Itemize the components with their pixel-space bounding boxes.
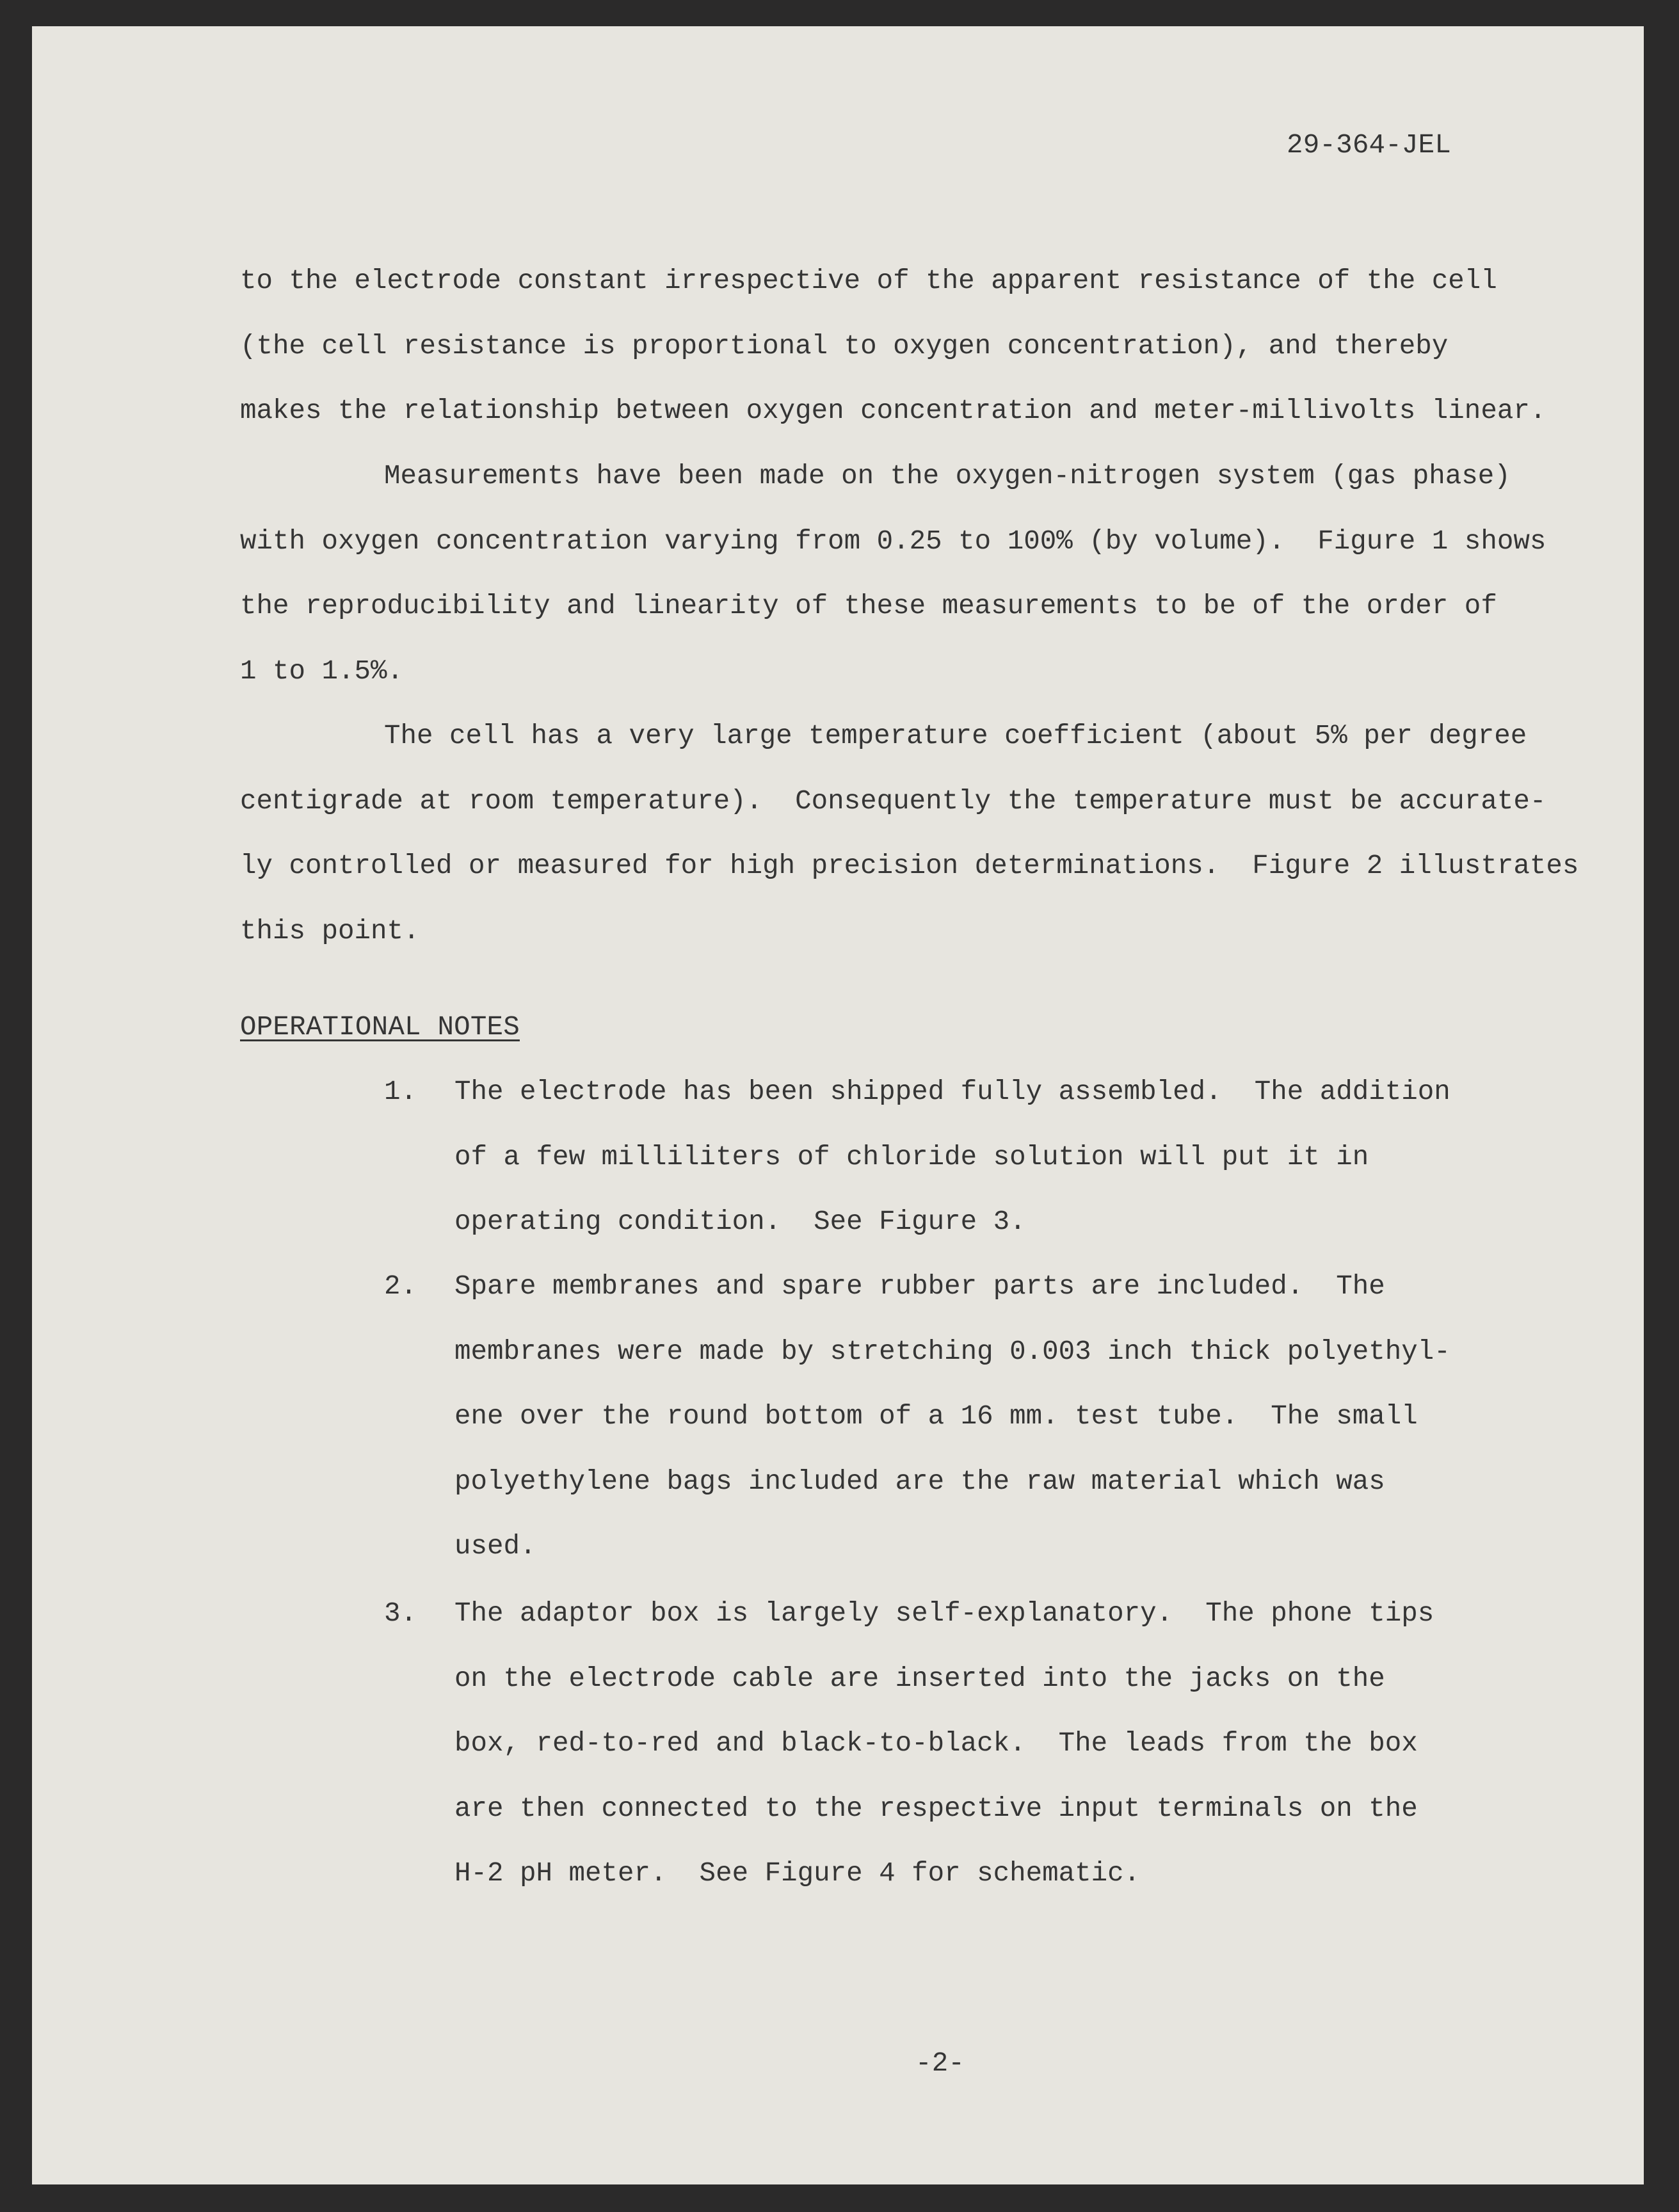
section-heading: OPERATIONAL NOTES [240,1012,520,1043]
note-2 [454,1269,1450,1594]
text-line: centigrade at room temperature). Consequently the temperature must be accurate- [240,785,1546,817]
text-line: operating condition. See Figure 3. [454,1206,1026,1238]
note-number: 3. [384,1598,417,1629]
text-line: The adaptor box is largely self-explanatory. The phone tips [454,1598,1434,1629]
text-line: with oxygen concentration varying from 0.25 to 100% (by volume). Figure 1 shows [240,525,1546,557]
text-line: this point. [240,915,420,947]
text-line: H-2 pH meter. See Figure 4 for schematic. [454,1858,1141,1889]
text-line: on the electrode cable are inserted into the jacks on the [454,1663,1385,1694]
note-number: 1. [384,1077,417,1107]
text-line: The cell has a very large temperature coefficient (about 5% per degree [384,721,1527,751]
note-number: 2. [384,1271,417,1302]
text-line: ly controlled or measured for high precision determinations. Figure 2 illustrates [240,851,1579,882]
document-number: 29-364-JEL [1287,130,1452,161]
text-line: makes the relationship between oxygen concentration and meter-millivolts linear. [240,396,1546,427]
text-line: The electrode has been shipped fully assembled. The addition [454,1077,1450,1107]
text-line: Measurements have been made on the oxygen-nitrogen system (gas phase) [384,461,1511,492]
paragraph-1 [240,263,1546,458]
text-line: the reproducibility and linearity of these measurements to be of the order of [240,591,1497,622]
text-line: 1 to 1.5%. [240,655,404,687]
paragraph-2 [240,458,1546,718]
text-line: are then connected to the respective input terminals on the [454,1793,1418,1824]
text-line: (the cell resistance is proportional to oxygen concentration), and thereby [240,330,1449,362]
note-1 [454,1074,1450,1269]
text-line: polyethylene bags included are the raw material which was [454,1466,1385,1497]
text-line: to the electrode constant irrespective of the apparent resistance of the cell [240,266,1497,296]
text-line: used. [454,1531,536,1562]
text-line: box, red-to-red and black-to-black. The leads from the box [454,1728,1418,1759]
text-line: Spare membranes and spare rubber parts are included. The [454,1271,1385,1302]
paragraph-3 [240,718,1579,978]
text-line: membranes were made by stretching 0.003 inch thick polyethyl- [454,1336,1450,1367]
note-3 [454,1596,1434,1921]
text-line: ene over the round bottom of a 16 mm. test tube. The small [454,1401,1418,1432]
text-line: of a few milliliters of chloride solution will put it in [454,1141,1369,1173]
page-number: -2- [915,2048,965,2079]
